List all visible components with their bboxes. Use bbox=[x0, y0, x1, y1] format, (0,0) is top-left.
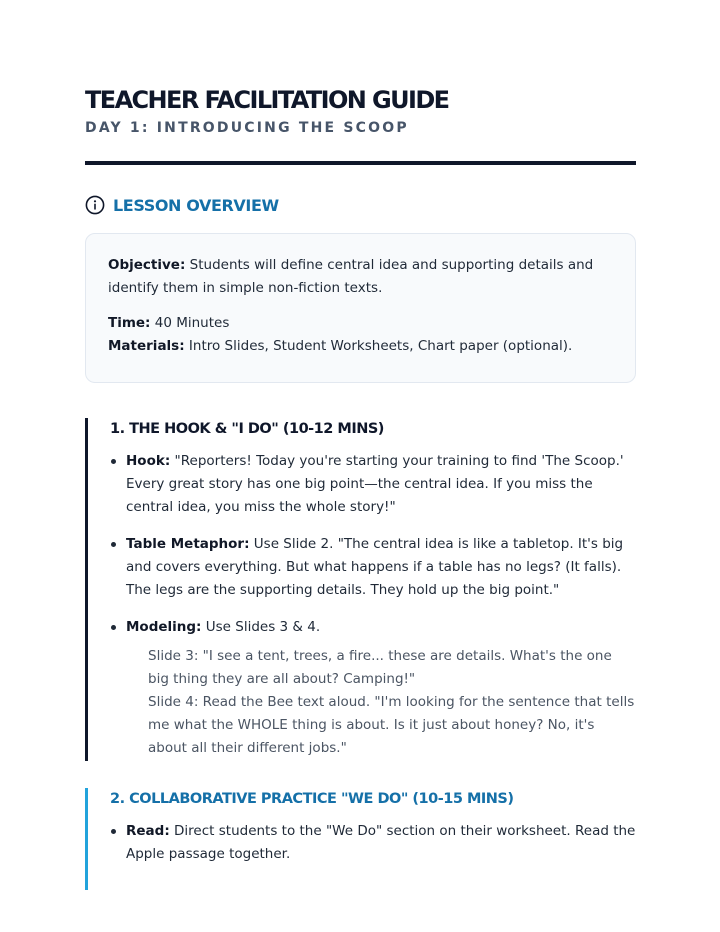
list-item-modeling bbox=[110, 616, 636, 760]
item-label: Modeling: bbox=[126, 619, 202, 635]
lesson-overview-heading bbox=[85, 195, 279, 215]
list-item-hook bbox=[110, 450, 636, 519]
materials-text: Intro Slides, Student Worksheets, Chart paper (optional). bbox=[184, 338, 573, 354]
section-hook-i-do bbox=[85, 418, 636, 761]
list-item-read bbox=[110, 820, 636, 866]
objective-line bbox=[108, 254, 613, 300]
objective-label: Objective: bbox=[108, 257, 186, 273]
item-label: Table Metaphor: bbox=[126, 536, 250, 552]
page-title: TEACHER FACILITATION GUIDE bbox=[85, 86, 449, 114]
section-item-list bbox=[110, 450, 636, 760]
item-text: "Reporters! Today you're starting your training to find 'The Scoop.' Every great story has one big point—the central idea. If you miss the central idea, you miss the whole story!" bbox=[126, 453, 624, 515]
section-we-do bbox=[85, 788, 636, 890]
info-icon bbox=[85, 195, 105, 215]
objective-text: Students will define central idea and supporting details and identify them in simple non-fiction texts. bbox=[108, 257, 594, 296]
item-text: Direct students to the "We Do" section on their worksheet. Read the Apple passage together. bbox=[126, 823, 636, 862]
item-text: Use Slides 3 & 4. bbox=[201, 619, 321, 635]
section-title: 2. COLLABORATIVE PRACTICE "WE DO" (10-15 MINS) bbox=[110, 791, 514, 807]
modeling-slide-3: Slide 3: "I see a tent, trees, a fire... these are details. What's the one big thing they are all about? Camping!" bbox=[148, 648, 612, 687]
item-label: Read: bbox=[126, 823, 170, 839]
materials-label: Materials: bbox=[108, 338, 185, 354]
section-title: 1. THE HOOK & "I DO" (10-12 MINS) bbox=[110, 421, 384, 437]
lesson-overview-label: LESSON OVERVIEW bbox=[113, 195, 279, 215]
title-divider bbox=[85, 161, 636, 165]
item-text: Use Slide 2. "The central idea is like a tabletop. It's big and covers everything. But what happens if a table has no legs? (It falls). The legs are the supporting details. They hold up the big point." bbox=[126, 536, 624, 598]
page-subtitle: DAY 1: INTRODUCING THE SCOOP bbox=[85, 120, 409, 136]
modeling-detail bbox=[126, 645, 636, 760]
time-label: Time: bbox=[108, 315, 151, 331]
modeling-slide-4: Slide 4: Read the Bee text aloud. "I'm looking for the sentence that tells me what the WHOLE thing is about. Is it just about honey? No, it's about all their different jobs." bbox=[148, 694, 635, 756]
section-item-list bbox=[110, 820, 636, 866]
materials-line bbox=[108, 335, 613, 358]
time-text: 40 Minutes bbox=[150, 315, 230, 331]
list-item-table-metaphor bbox=[110, 533, 636, 602]
item-label: Hook: bbox=[126, 453, 171, 469]
time-line bbox=[108, 312, 613, 335]
lesson-overview-box bbox=[85, 233, 636, 383]
